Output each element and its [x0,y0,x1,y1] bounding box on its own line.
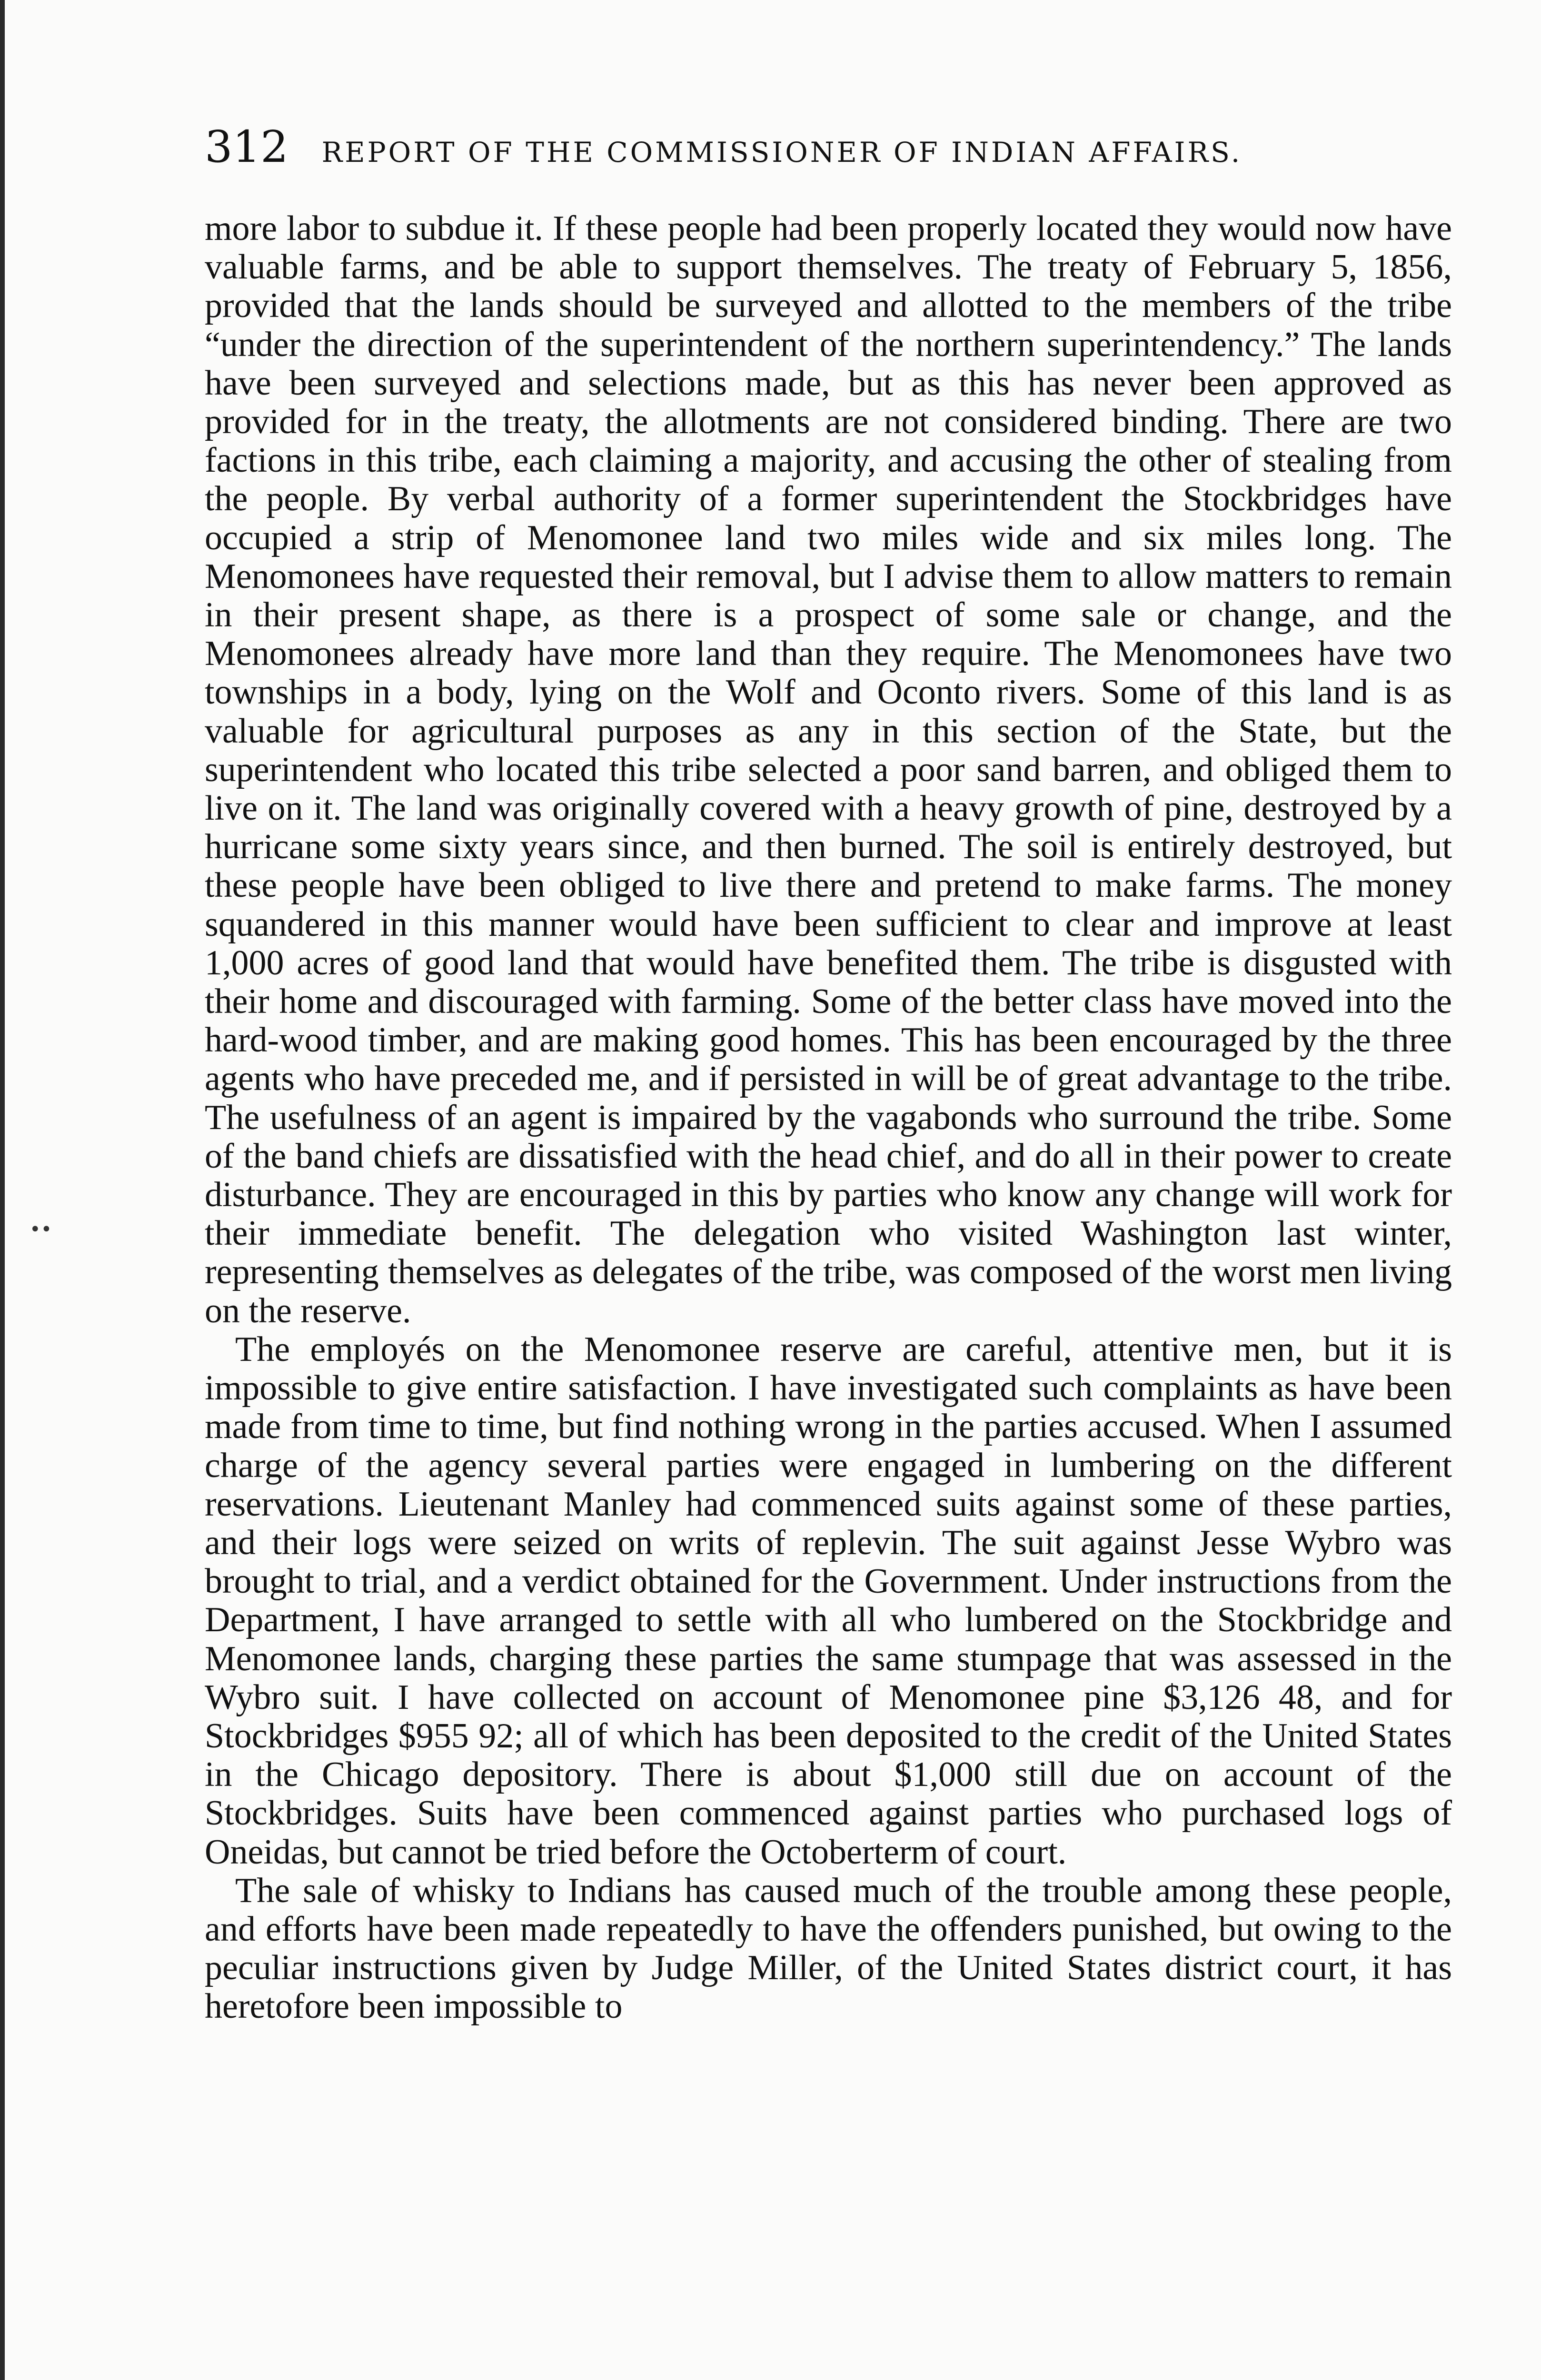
margin-mark: •• [30,1219,52,1240]
page-header [205,121,1347,174]
paragraph-3: The sale of whisky to Indians has caused much of the trouble among these people, and efforts have been made repeatedly to have the offenders punished, but owing to the peculiar instructions given by Judge Miller, of the United States district court, it has heretofore been impossible to [205,1871,1452,2026]
paragraph-2: The employés on the Menomonee reserve are careful, attentive men, but it is impossible to give entire satisfaction. I have investigated such complaints as have been made from time to time, but find nothing wrong in the parties accused. When I assumed charge of the agency several parties were engaged in lumbering on the different reservations. Lieutenant Manley had commenced suits against some of these parties, and their logs were seized on writs of replevin. The suit against Jesse Wybro was brought to trial, and a verdict obtained for the Government. Under instructions from the Department, I have arranged to settle with all who lumbered on the Stockbridge and Menomonee lands, charging these parties the same stumpage that was assessed in the Wybro suit. I have collected on account of Menomonee pine $3,126 48, and for Stockbridges $955 92; all of which has been deposited to the credit of the United States in the Chicago depository. There is about $1,000 still due on account of the Stockbridges. Suits have been commenced against parties who purchased logs of Oneidas, but cannot be tried before the Octoberterm of court. [205,1329,1452,1872]
paragraph-1: more labor to subdue it. If these people had been properly located they would now have valuable farms, and be able to support themselves. The treaty of February 5, 1856, provided that the lands should be surveyed and allotted to the members of the tribe “under the direction of the superintendent of the northern superintendency.” The lands have been surveyed and selections made, but as this has never been approved as provided for in the treaty, the allotments are not considered binding. There are two factions in this tribe, each claiming a majority, and accusing the other of stealing from the people. By verbal authority of a former superintendent the Stockbridges have occupied a strip of Menomonee land two miles wide and six miles long. The Menomonees have requested their removal, but I advise them to allow matters to remain in their present shape, as there is a prospect of some sale or change, and the Menomonees already have more land than they require. The Menomonees have two townships in a body, lying on the Wolf and Oconto rivers. Some of this land is as valuable for agricultural purposes as any in this section of the State, but the superintendent who located this tribe selected a poor sand barren, and obliged them to live on it. The land was originally covered with a heavy growth of pine, destroyed by a hurricane some sixty years since, and then burned. The soil is entirely destroyed, but these people have been obliged to live there and pretend to make farms. The money squandered in this manner would have been sufficient to clear and improve at least 1,000 acres of good land that would have benefited them. The tribe is disgusted with their home and discouraged with farming. Some of the better class have moved into the hard-wood timber, and are making good homes. This has been encouraged by the three agents who have preceded me, and if persisted in will be of great advantage to the tribe. The usefulness of an agent is impaired by the vagabonds who surround the tribe. Some of the band chiefs are dissatisfied with the head chief, and do all in their power to create disturbance. They are encouraged in this by parties who know any change will work for their immediate benefit. The delegation who visited Washington last winter, representing themselves as delegates of the tribe, was composed of the worst men living on the reserve. [205,209,1452,1330]
running-head: REPORT OF THE COMMISSIONER OF INDIAN AFFAIRS. [321,136,1243,169]
scan-left-edge [0,0,5,2380]
body-text [205,209,1452,2026]
page-number: 312 [205,121,288,172]
